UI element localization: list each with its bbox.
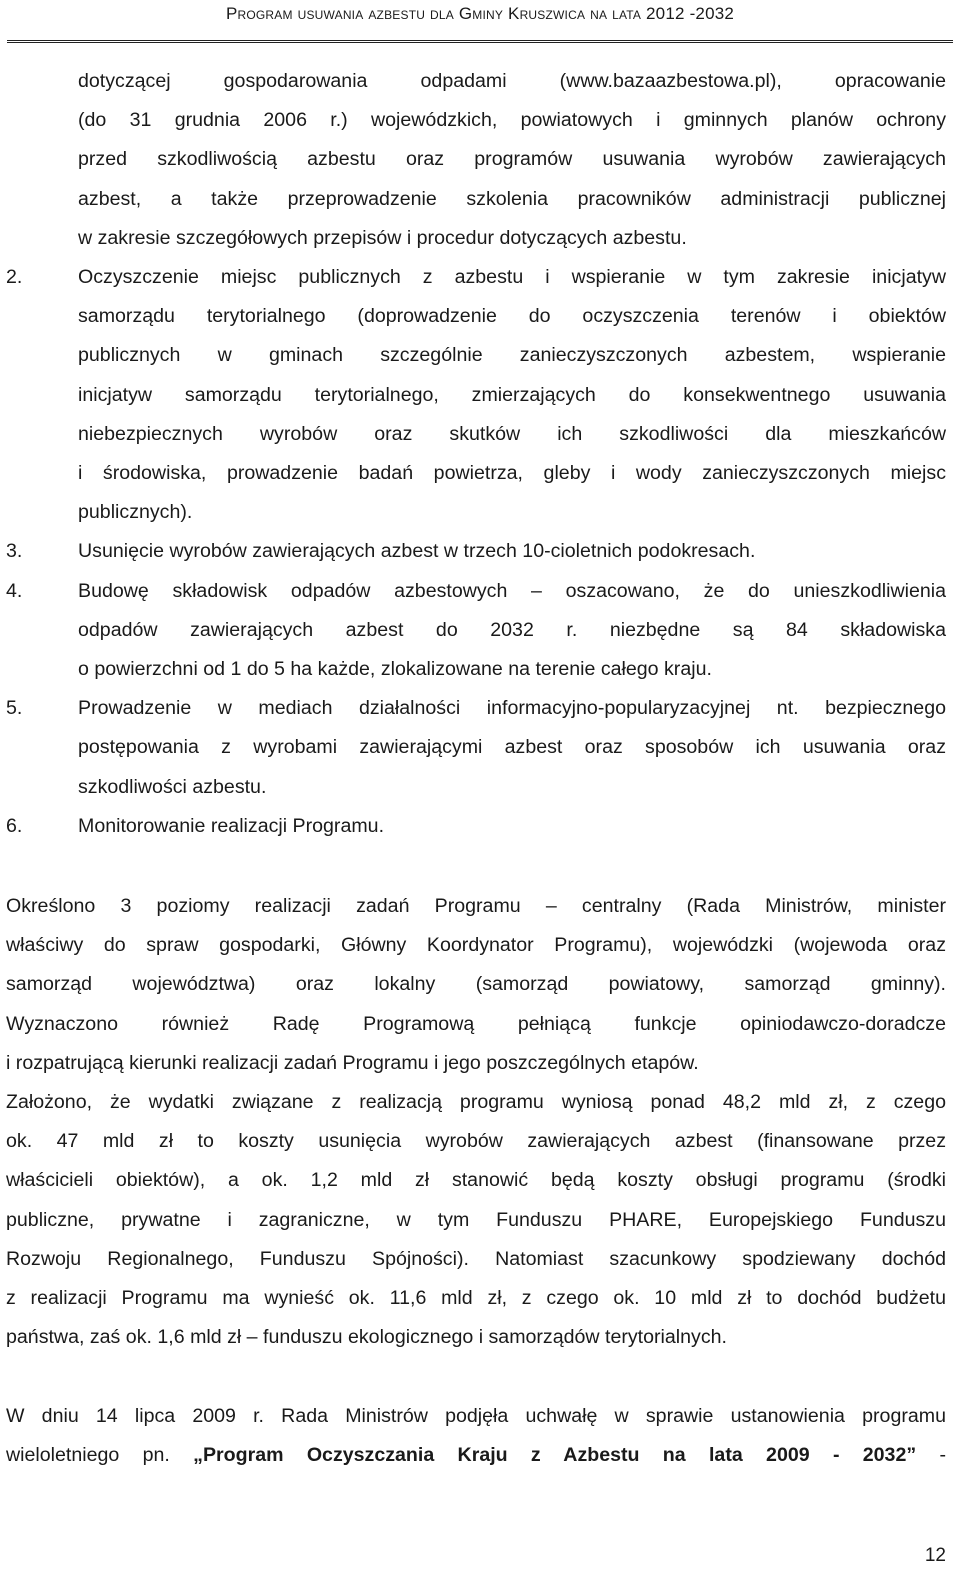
paragraph-resolution: [6, 1397, 946, 1475]
page-header: [0, 0, 960, 42]
text-line: z realizacji Programu ma wynieść ok. 11,6 mld zł, z czego ok. 10 mld zł to dochód budżetu: [6, 1287, 946, 1310]
text-line: azbest, a także przeprowadzenie szkolenia pracowników administracji publicznej: [78, 187, 946, 210]
header-title: Program usuwania azbestu dla Gminy Kruszwica na lata 2012 -2032: [225, 4, 735, 23]
text-line: Prowadzenie w mediach działalności informacyjno-popularyzacyjnej nt. bezpiecznego: [78, 697, 946, 720]
text-line: Budowę składowisk odpadów azbestowych – oszacowano, że do unieszkodliwienia: [78, 579, 946, 602]
text-line: właścicieli obiektów), a ok. 1,2 mld zł stanowić będą koszty obsługi programu (środki: [6, 1169, 946, 1192]
list-item: [6, 572, 946, 690]
text-line: W dniu 14 lipca 2009 r. Rada Ministrów podjęła uchwałę w sprawie ustanowienia programu: [6, 1404, 946, 1427]
list-item: [6, 258, 946, 532]
text-line: Wyznaczono również Radę Programową pełniącą funkcje opiniodawczo-doradcze: [6, 1012, 946, 1035]
text-line: publiczne, prywatne i zagraniczne, w tym Funduszu PHARE, Europejskiego Funduszu: [6, 1208, 946, 1231]
text-line: i rozpatrującą kierunki realizacji zadań Programu i jego poszczególnych etapów.: [6, 1051, 699, 1074]
text-line: Określono 3 poziomy realizacji zadań Programu – centralny (Rada Ministrów, minister: [6, 895, 946, 918]
text-line: niebezpiecznych wyrobów oraz skutków ich szkodliwości dla mieszkańców: [78, 422, 946, 445]
list-item: [6, 807, 946, 846]
text-line: Usunięcie wyrobów zawierających azbest w trzech 10-cioletnich podokresach.: [78, 540, 756, 563]
text-line: ok. 47 mld zł to koszty usunięcia wyrobów zawierających azbest (finansowane przez: [6, 1130, 946, 1153]
list-continuation: [6, 62, 946, 258]
item-number: 4.: [6, 579, 23, 602]
text-line: publicznych w gminach szczególnie zanieczyszczonych azbestem, wspieranie: [78, 344, 946, 367]
program-title: „Program Oczyszczania Kraju z Azbestu na lata 2009 - 2032”: [193, 1443, 917, 1466]
text-line: państwa, zaś ok. 1,6 mld zł – funduszu ekologicznego i samorządów terytorialnych.: [6, 1326, 727, 1349]
paragraph-levels: [6, 887, 946, 1083]
list-item: [6, 689, 946, 807]
item-number: 5.: [6, 697, 23, 720]
text-line: postępowania z wyrobami zawierającymi azbest oraz sposobów ich usuwania oraz: [78, 736, 946, 759]
text-line: Rozwoju Regionalnego, Funduszu Spójności). Natomiast szacunkowy spodziewany dochód: [6, 1247, 946, 1270]
text-line: Założono, że wydatki związane z realizacją programu wyniosą ponad 48,2 mld zł, z czego: [6, 1091, 946, 1114]
text-line: szkodliwości azbestu.: [78, 775, 267, 798]
text-line: i środowiska, prowadzenie badań powietrza, gleby i wody zanieczyszczonych miejsc: [78, 462, 946, 485]
text-line: odpadów zawierających azbest do 2032 r. niezbędne są 84 składowiska: [78, 618, 946, 641]
text-line: publicznych).: [78, 501, 193, 524]
text-line: samorząd województwa) oraz lokalny (samorząd powiatowy, samorząd gminny).: [6, 973, 946, 996]
text-line: Oczyszczenie miejsc publicznych z azbestu i wspieranie w tym zakresie inicjatyw: [78, 266, 946, 289]
page-content: [6, 62, 946, 1475]
text-line: dotyczącej gospodarowania odpadami (www.bazaazbestowa.pl), opracowanie: [78, 70, 946, 92]
text-segment: -: [939, 1443, 946, 1466]
text-line: samorządu terytorialnego (doprowadzenie do oczyszczenia terenów i obiektów: [78, 305, 946, 328]
paragraph-costs: [6, 1083, 946, 1357]
text-line: w zakresie szczegółowych przepisów i procedur dotyczących azbestu.: [78, 226, 687, 249]
page-number: 12: [924, 1545, 946, 1566]
text-line: (do 31 grudnia 2006 r.) wojewódzkich, powiatowych i gminnych planów ochrony: [78, 109, 946, 132]
item-number: 2.: [6, 266, 23, 289]
text-line: Monitorowanie realizacji Programu.: [78, 814, 385, 837]
text-line: o powierzchni od 1 do 5 ha każde, zlokalizowane na terenie całego kraju.: [78, 658, 712, 681]
text-line: [6, 1436, 946, 1475]
text-line: przed szkodliwością azbestu oraz programów usuwania wyrobów zawierających: [78, 148, 946, 171]
item-number: 3.: [6, 540, 23, 563]
text-line: inicjatyw samorządu terytorialnego, zmierzających do konsekwentnego usuwania: [78, 383, 946, 406]
text-line: właściwy do spraw gospodarki, Główny Koordynator Programu), wojewódzki (wojewoda oraz: [6, 934, 946, 957]
list-item: [6, 532, 946, 571]
item-number: 6.: [6, 814, 23, 837]
text-segment: wieloletniego pn.: [6, 1443, 170, 1466]
header-rule: [7, 40, 953, 43]
